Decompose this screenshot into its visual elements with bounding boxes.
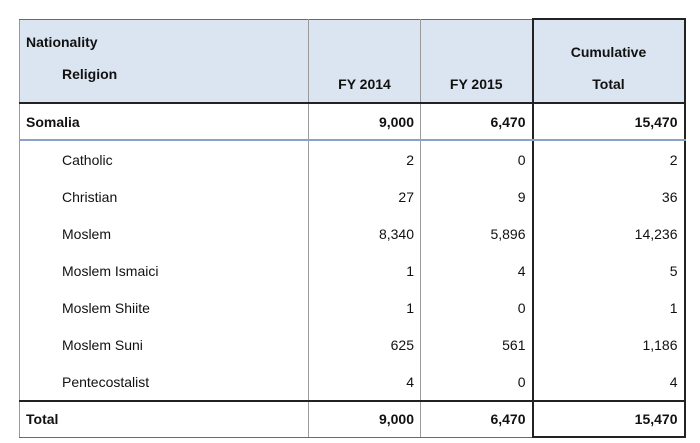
row-label: Moslem <box>20 215 309 252</box>
header-nationality: Nationality <box>26 33 98 50</box>
row-fy2014: 4 <box>309 363 421 401</box>
refugee-religion-table <box>19 18 686 438</box>
total-fy2015: 6,470 <box>421 401 533 437</box>
row-label: Christian <box>20 178 309 215</box>
header-nationality-religion <box>20 19 309 103</box>
row-fy2015: 9 <box>421 178 533 215</box>
row-total: 5 <box>533 252 685 289</box>
table-row <box>20 252 685 289</box>
subtotal-fy2015: 6,470 <box>421 103 533 140</box>
row-fy2014: 1 <box>309 252 421 289</box>
row-fy2015: 5,896 <box>421 215 533 252</box>
row-fy2014: 1 <box>309 289 421 326</box>
subtotal-label: Somalia <box>20 103 309 140</box>
row-fy2014: 625 <box>309 326 421 363</box>
header-cumulative-total <box>533 19 685 103</box>
nationality-subtotal-row <box>20 103 685 140</box>
row-fy2014: 8,340 <box>309 215 421 252</box>
row-total: 4 <box>533 363 685 401</box>
subtotal-total: 15,470 <box>533 103 685 140</box>
table-row <box>20 178 685 215</box>
subtotal-fy2014: 9,000 <box>309 103 421 140</box>
grand-total-row <box>20 401 685 437</box>
header-religion: Religion <box>62 65 118 82</box>
table-row <box>20 140 685 178</box>
row-total: 1,186 <box>533 326 685 363</box>
row-label: Moslem Shiite <box>20 289 309 326</box>
header-cumulative: Cumulative <box>570 44 647 60</box>
row-label: Catholic <box>20 140 309 178</box>
row-fy2015: 561 <box>421 326 533 363</box>
row-label: Pentecostalist <box>20 363 309 401</box>
row-fy2015: 4 <box>421 252 533 289</box>
header-fy2014: FY 2014 <box>309 19 421 103</box>
total-label: Total <box>20 401 309 437</box>
header-fy2015: FY 2015 <box>421 19 533 103</box>
total-total: 15,470 <box>533 401 685 437</box>
row-total: 1 <box>533 289 685 326</box>
header-total: Total <box>592 76 625 92</box>
header-row <box>20 19 685 103</box>
row-label: Moslem Ismaici <box>20 252 309 289</box>
row-total: 14,236 <box>533 215 685 252</box>
table-row <box>20 326 685 363</box>
row-fy2015: 0 <box>421 289 533 326</box>
row-total: 2 <box>533 140 685 178</box>
row-fy2015: 0 <box>421 363 533 401</box>
row-fy2014: 2 <box>309 140 421 178</box>
row-label: Moslem Suni <box>20 326 309 363</box>
row-fy2015: 0 <box>421 140 533 178</box>
table-row <box>20 215 685 252</box>
row-total: 36 <box>533 178 685 215</box>
total-fy2014: 9,000 <box>309 401 421 437</box>
table-row <box>20 289 685 326</box>
table-row <box>20 363 685 401</box>
row-fy2014: 27 <box>309 178 421 215</box>
